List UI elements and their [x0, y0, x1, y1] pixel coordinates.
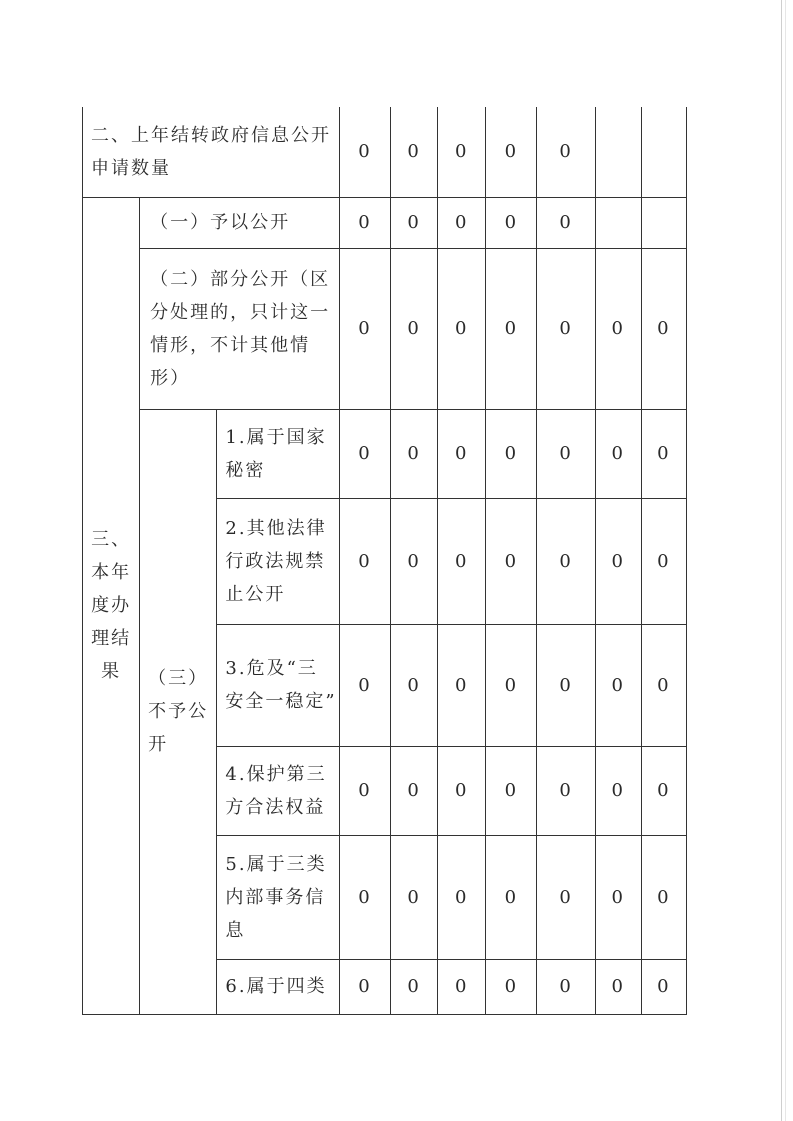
section-label: 三、本年度办理结果	[83, 197, 140, 1014]
cell-value: 0	[438, 498, 486, 624]
cell-value: 0	[486, 248, 537, 409]
cell-value: 0	[641, 624, 686, 746]
cell-value: 0	[641, 746, 686, 835]
row-label: （一）予以公开	[140, 197, 340, 248]
scan-edge-line	[785, 0, 786, 1121]
cell-value: 0	[438, 409, 486, 498]
table-row-carryover	[83, 107, 687, 197]
cell-value: 0	[391, 248, 438, 409]
cell-value: 0	[339, 197, 390, 248]
cell-value: 0	[537, 746, 595, 835]
cell-value: 0	[391, 746, 438, 835]
row-label: 5.属于三类内部事务信息	[217, 835, 339, 959]
cell-value: 0	[391, 107, 438, 197]
cell-value: 0	[391, 197, 438, 248]
cell-value: 0	[339, 107, 390, 197]
cell-value	[595, 107, 641, 197]
cell-value: 0	[339, 746, 390, 835]
cell-value: 0	[391, 835, 438, 959]
cell-value: 0	[486, 107, 537, 197]
group-label: （三）不予公开	[140, 409, 217, 1014]
cell-value: 0	[486, 835, 537, 959]
cell-value: 0	[537, 107, 595, 197]
cell-value: 0	[641, 409, 686, 498]
table-row-grant	[83, 197, 687, 248]
row-label: 1.属于国家秘密	[217, 409, 339, 498]
row-label: 6.属于四类	[217, 959, 339, 1014]
cell-value: 0	[595, 624, 641, 746]
cell-value: 0	[641, 498, 686, 624]
cell-value: 0	[537, 248, 595, 409]
cell-value: 0	[537, 959, 595, 1014]
cell-value: 0	[537, 409, 595, 498]
cell-value: 0	[438, 197, 486, 248]
cell-value: 0	[595, 746, 641, 835]
cell-value: 0	[339, 959, 390, 1014]
cell-value: 0	[537, 624, 595, 746]
cell-value: 0	[438, 624, 486, 746]
cell-value	[595, 197, 641, 248]
cell-value: 0	[391, 959, 438, 1014]
table-row	[83, 409, 687, 498]
row-label: 二、上年结转政府信息公开申请数量	[83, 107, 340, 197]
cell-value: 0	[537, 835, 595, 959]
cell-value	[641, 107, 686, 197]
cell-value: 0	[438, 248, 486, 409]
cell-value: 0	[438, 959, 486, 1014]
scan-edge-line	[781, 0, 782, 1121]
cell-value: 0	[486, 197, 537, 248]
cell-value: 0	[595, 959, 641, 1014]
cell-value: 0	[486, 624, 537, 746]
cell-value: 0	[486, 746, 537, 835]
cell-value: 0	[339, 409, 390, 498]
cell-value: 0	[486, 959, 537, 1014]
cell-value: 0	[537, 498, 595, 624]
cell-value: 0	[339, 624, 390, 746]
cell-value: 0	[391, 409, 438, 498]
row-label: 2.其他法律行政法规禁止公开	[217, 498, 339, 624]
cell-value: 0	[438, 835, 486, 959]
cell-value: 0	[595, 835, 641, 959]
cell-value: 0	[339, 498, 390, 624]
cell-value: 0	[339, 248, 390, 409]
cell-value: 0	[339, 835, 390, 959]
cell-value: 0	[641, 835, 686, 959]
cell-value: 0	[391, 624, 438, 746]
cell-value	[641, 197, 686, 248]
cell-value: 0	[595, 409, 641, 498]
cell-value: 0	[595, 498, 641, 624]
row-label: 3.危及“三安全一稳定”	[217, 624, 339, 746]
cell-value: 0	[537, 197, 595, 248]
cell-value: 0	[641, 959, 686, 1014]
disclosure-statistics-table	[82, 107, 687, 1015]
cell-value: 0	[595, 248, 641, 409]
cell-value: 0	[438, 746, 486, 835]
cell-value: 0	[391, 498, 438, 624]
cell-value: 0	[486, 409, 537, 498]
table-row-partial	[83, 248, 687, 409]
row-label: 4.保护第三方合法权益	[217, 746, 339, 835]
cell-value: 0	[486, 498, 537, 624]
cell-value: 0	[641, 248, 686, 409]
cell-value: 0	[438, 107, 486, 197]
row-label: （二）部分公开（区分处理的，只计这一情形，不计其他情形）	[140, 248, 340, 409]
